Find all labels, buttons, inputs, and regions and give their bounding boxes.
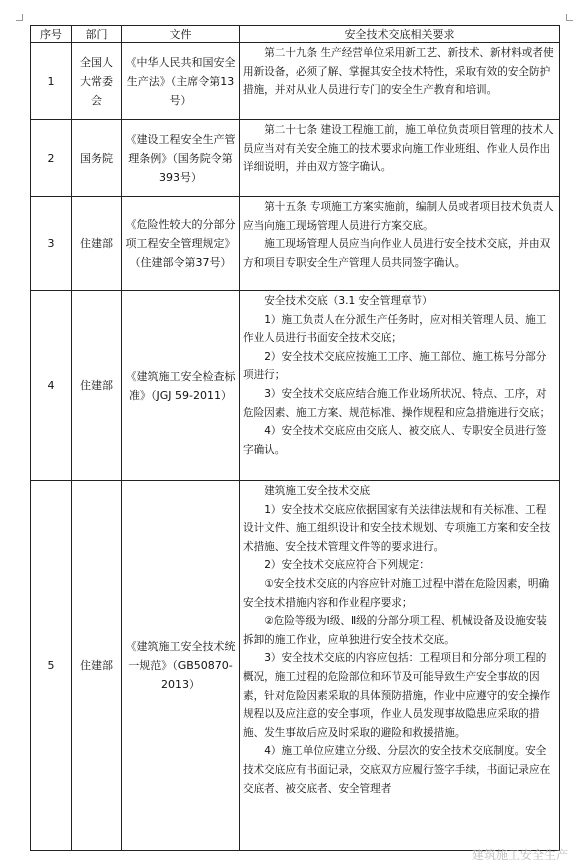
row-doc: 《建筑施工安全技术统一规范》（GB50870-2013） [122,481,240,851]
watermark: 建筑施工安全生产 [471,848,568,862]
row-no: 3 [31,197,72,291]
row-req [240,197,560,291]
row-doc: 《中华人民共和国安全生产法》（主席令第13号） [122,43,240,120]
req-paragraph: 第二十九条 生产经营单位采用新工艺、新技术、新材料或者使用新设备，必须了解、掌握其安全技术特性，采取有效的安全防护措施，并对从业人员进行专门的安全生产教育和培训。 [243,47,554,97]
req-paragraph: 3）安全技术交底应结合施工作业场所状况、特点、工序，对危险因素、施工方案、规范标准、操作规程和应急措施进行交底； [243,387,551,419]
row-req [240,481,560,851]
row-doc: 《建设工程安全生产管理条例》（国务院令第393号） [122,120,240,197]
header-dept: 部门 [72,26,122,43]
req-paragraph: ②危险等级为Ⅰ级、Ⅱ级的分部分项工程、机械设备及设施安装拆卸的施工作业，应单独进行安全技术交底。 [243,615,547,646]
corner-mark-tr [566,14,573,21]
req-paragraph: 建筑施工安全技术交底 [264,485,371,497]
row-dept: 全国人大常委会 [72,43,122,120]
req-paragraph: 第十五条 专项施工方案实施前，编制人员或者项目技术负责人应当向施工现场管理人员进行方案交底。 [243,201,554,232]
safety-disclosure-table [30,25,560,851]
row-dept: 住建部 [72,481,122,851]
row-no: 5 [31,481,72,851]
table-row [31,481,560,851]
row-doc: 《危险性较大的分部分项工程安全管理规定》（住建部令第37号） [122,197,240,291]
req-paragraph: 4）施工单位应建立分级、分层次的安全技术交底制度。安全技术交底应有书面记录，交底双方应履行签字手续，书面记录应在交底者、被交底者、安全管理者 [243,745,551,795]
req-paragraph: 1）施工负责人在分派生产任务时，应对相关管理人员、施工作业人员进行书面安全技术交底； [243,313,547,345]
req-paragraph: 3）安全技术交底的内容应包括：工程项目和分部分项工程的概况，施工过程的危险部位和环节及可能导致生产安全事故的因素，针对危险因素采取的具体预防措施，作业中应遵守的安全操作规程以及应注意的安全事项，作业人员发现事故隐患应采取的措施、发生事故后应及时采取的避险和救援措施。 [243,652,551,739]
row-req [240,291,560,481]
req-paragraph: 4）安全技术交底应由交底人、被交底人、专职安全员进行签字确认。 [243,425,547,456]
header-doc: 文件 [122,26,240,43]
row-no: 4 [31,291,72,481]
corner-mark-tl [16,14,23,21]
req-paragraph: 2）安全技术交底应按施工工序、施工部位、施工栋号分部分项进行； [243,350,547,382]
row-dept: 住建部 [72,197,122,291]
header-no: 序号 [31,26,72,43]
req-paragraph: 第二十七条 建设工程施工前，施工单位负责项目管理的技术人员应当对有关安全施工的技术要求向施工作业班组、作业人员作出详细说明，并由双方签字确认。 [243,124,554,174]
row-dept: 住建部 [72,291,122,481]
row-req [240,120,560,197]
table-row [31,120,560,197]
req-paragraph: 2）安全技术交底应符合下列规定： [264,559,430,572]
row-dept: 国务院 [72,120,122,197]
table-row [31,291,560,481]
req-paragraph: 安全技术交底（3.1 安全管理章节） [264,295,433,307]
header-req: 安全技术交底相关要求 [240,26,560,43]
row-no: 2 [31,120,72,197]
table-header-row [31,26,560,43]
req-paragraph: ①安全技术交底的内容应针对施工过程中潜在危险因素，明确安全技术措施内容和作业程序要求； [243,577,550,609]
req-paragraph: 1）安全技术交底应依据国家有关法律法规和有关标准、工程设计文件、施工组织设计和安全技术规划、专项施工方案和安全技术措施、安全技术管理文件等的要求进行。 [243,503,551,553]
table-row [31,43,560,120]
row-req [240,43,560,120]
req-paragraph: 施工现场管理人员应当向作业人员进行安全技术交底，并由双方和项目专职安全生产管理人员共同签字确认。 [243,238,551,269]
table-row [31,197,560,291]
row-no: 1 [31,43,72,120]
row-doc: 《建筑施工安全检查标准》（JGJ 59-2011） [122,291,240,481]
